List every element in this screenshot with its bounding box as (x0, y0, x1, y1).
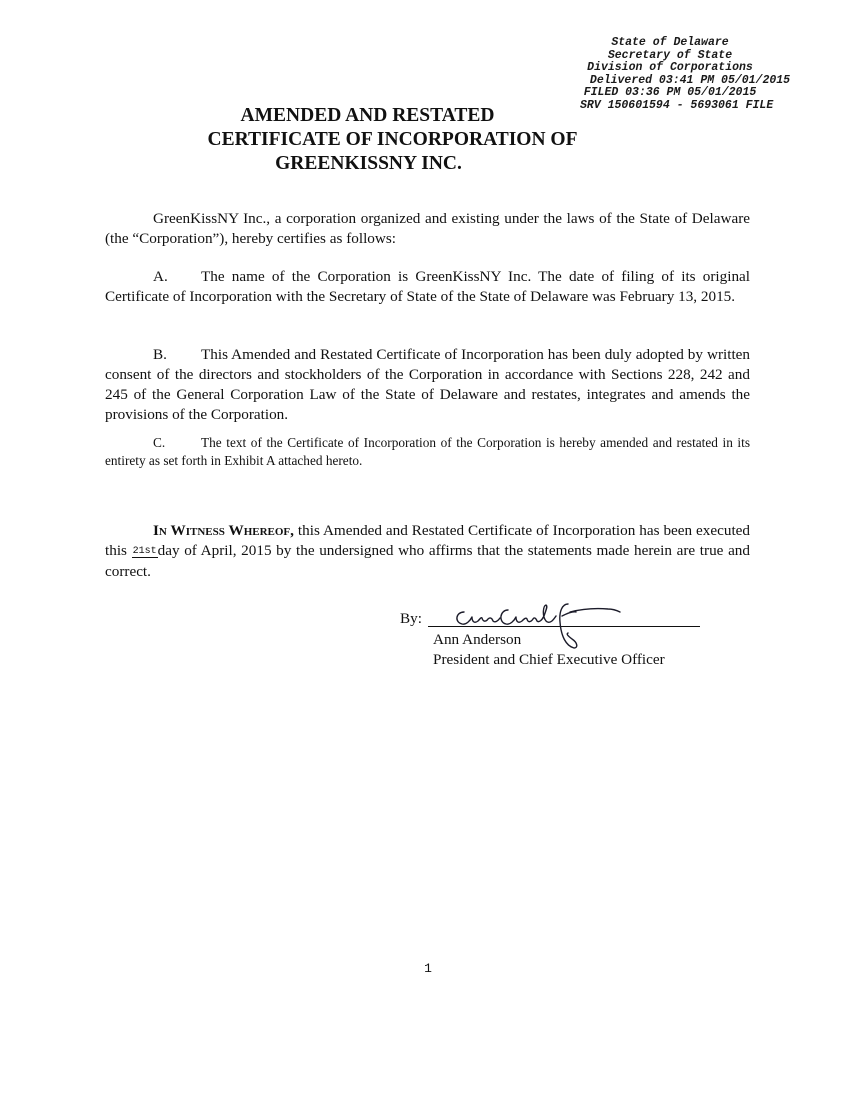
document-title (105, 104, 750, 176)
intro-text: GreenKissNY Inc., a corporation organized and existing under the laws of the State of Delaware (the “Corporation”), hereby certifies as follows: (105, 210, 750, 247)
signer-block (433, 630, 665, 670)
witness-paragraph (105, 521, 750, 582)
paragraph-a (105, 267, 750, 307)
intro-paragraph (105, 209, 750, 249)
title-line-1: AMENDED AND RESTATED (240, 105, 495, 126)
stamp-line-delivered: Delivered 03:41 PM 05/01/2015 (589, 73, 791, 87)
stamp-line-srv: SRV 150601594 - 5693061 FILE (580, 98, 774, 112)
stamp-line-filed: FILED 03:36 PM 05/01/2015 (583, 86, 757, 99)
stamp-line-division: Division of Corporations (587, 61, 753, 74)
paragraph-b-label: B. (153, 346, 167, 363)
paragraph-b-text: This Amended and Restated Certificate of Incorporation has been duly adopted by written consent of the directors and stockholders of the Corporation in accordance with Sections 228, 242 and 245 of the General Corporation Law of the State of Delaware and restates, integrates and amends the provisions of the Corporation. (105, 346, 750, 423)
paragraph-b (105, 345, 750, 425)
title-line-3: GREENKISSNY INC. (275, 153, 462, 174)
paragraph-c-label: C. (153, 435, 166, 450)
paragraph-c (105, 434, 750, 470)
page-number: 1 (424, 961, 432, 976)
execution-day: 21st (132, 546, 157, 557)
filing-stamp (520, 37, 820, 112)
witness-lead: In Witness Whereof, (153, 522, 294, 539)
signer-title: President and Chief Executive Officer (433, 651, 665, 668)
witness-text-before: this Amended and Restated Certificate of Incorporation has been executed this (105, 522, 751, 559)
paragraph-a-label: A. (153, 268, 168, 285)
stamp-line-secretary: Secretary of State (607, 48, 733, 62)
witness-text-after: day of April, 2015 by the undersigned who affirms that the statements made herein are true and correct. (105, 542, 750, 580)
title-line-2: CERTIFICATE OF INCORPORATION OF (207, 129, 578, 150)
paragraph-c-text: The text of the Certificate of Incorporation of the Corporation is hereby amended and restated in its entirety as set forth in Exhibit A attached hereto. (105, 435, 750, 468)
stamp-line-state: State of Delaware (611, 36, 729, 49)
signer-name: Ann Anderson (433, 631, 522, 648)
by-label: By: (400, 610, 422, 627)
paragraph-a-text: The name of the Corporation is GreenKissNY Inc. The date of filing of its original Certificate of Incorporation with the Secretary of State of the State of Delaware was February 13, 2015. (105, 268, 750, 305)
